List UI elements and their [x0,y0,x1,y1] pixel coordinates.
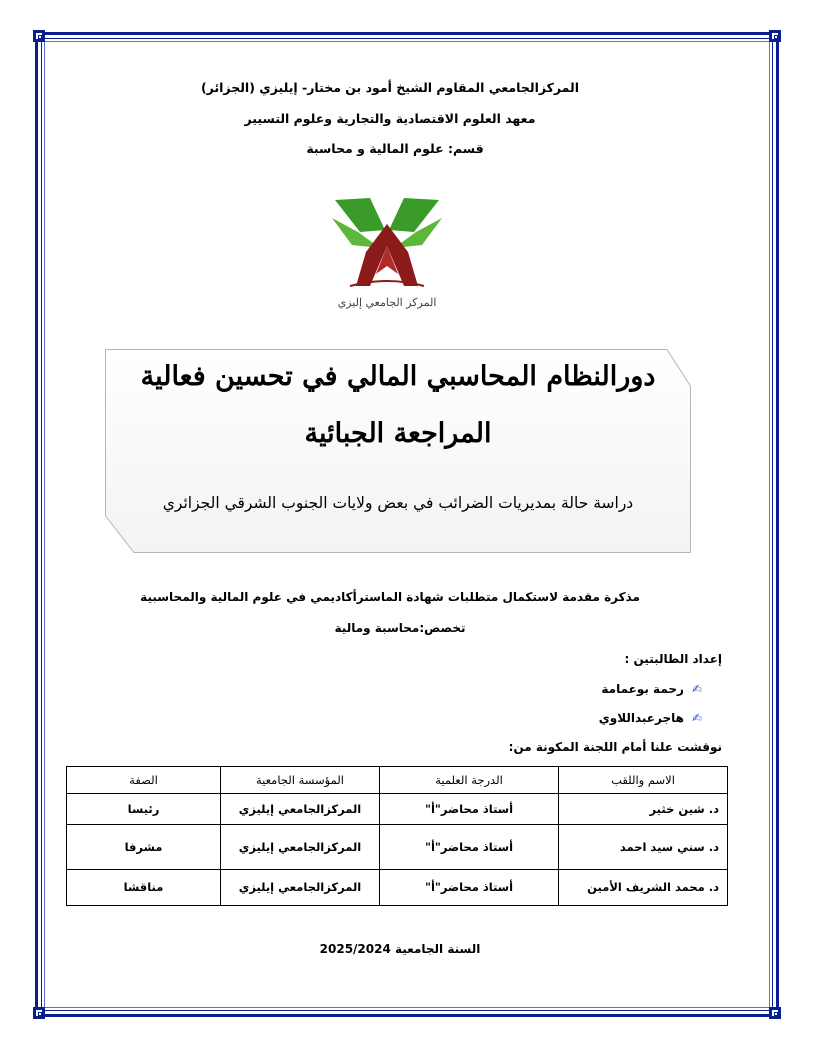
student-name: هاجرعبداللاوي [598,711,684,725]
university-logo [330,190,444,314]
header-rank: الدرجة العلمية [380,767,559,794]
jury-institution: المركزالجامعي إيليزي [221,825,380,869]
jury-name: د. شين خثير [559,794,728,825]
student-item [480,711,702,725]
corner-ornament-top-right [769,30,781,42]
table-header-row [67,767,728,794]
jury-role: مناقشا [67,869,221,905]
table-row [67,825,728,869]
thesis-title-line1: دورالنظام المحاسبي المالي في تحسين فعالية [140,361,656,392]
pen-icon: ✍ [691,682,702,696]
corner-ornament-bottom-left [33,1007,45,1019]
department-name: قسم: علوم المالية و محاسبة [306,141,484,156]
university-name: المركزالجامعي المقاوم الشيخ أمود بن مختار- إيليزي (الجزائر) [200,80,580,95]
corner-ornament-bottom-right [769,1007,781,1019]
logo-caption: المركز الجامعي إليزي [337,296,437,309]
memo-purpose: مذكرة مقدمة لاستكمال متطلبات شهادة الماسترأكاديمي في علوم المالية والمحاسبية [140,590,640,604]
header-name: الاسم واللقب [559,767,728,794]
header-role: الصفة [67,767,221,794]
header-institution: المؤسسة الجامعية [221,767,380,794]
pen-icon: ✍ [691,711,702,725]
jury-name: د. محمد الشريف الأمين [559,869,728,905]
academic-year: السنة الجامعية 2025/2024 [319,942,481,956]
corner-ornament-top-left [33,30,45,42]
institute-name: معهد العلوم الاقتصادية والتجارية وعلوم التسيير [244,111,536,126]
jury-role: مشرفا [67,825,221,869]
students-label: إعداد الطالبتين : [624,652,722,666]
jury-role: رئيسا [67,794,221,825]
jury-institution: المركزالجامعي إيليزي [221,869,380,905]
table-row [67,794,728,825]
jury-table [66,766,728,906]
jury-name: د. سني سيد احمد [559,825,728,869]
jury-rank: أستاذ محاضر"أ" [380,869,559,905]
student-item [480,682,702,696]
thesis-subtitle: دراسة حالة بمديريات الضرائب في بعض ولايات الجنوب الشرقي الجزائري [162,494,634,512]
specialty: تخصص:محاسبة ومالية [334,621,466,635]
jury-rank: أستاذ محاضر"أ" [380,794,559,825]
table-row [67,869,728,905]
student-name: رحمة بوعمامة [601,682,684,696]
jury-label: نوقشت علنا أمام اللجنة المكونة من: [508,740,722,754]
jury-institution: المركزالجامعي إيليزي [221,794,380,825]
thesis-title-line2: المراجعة الجبائية [304,418,492,449]
jury-rank: أستاذ محاضر"أ" [380,825,559,869]
